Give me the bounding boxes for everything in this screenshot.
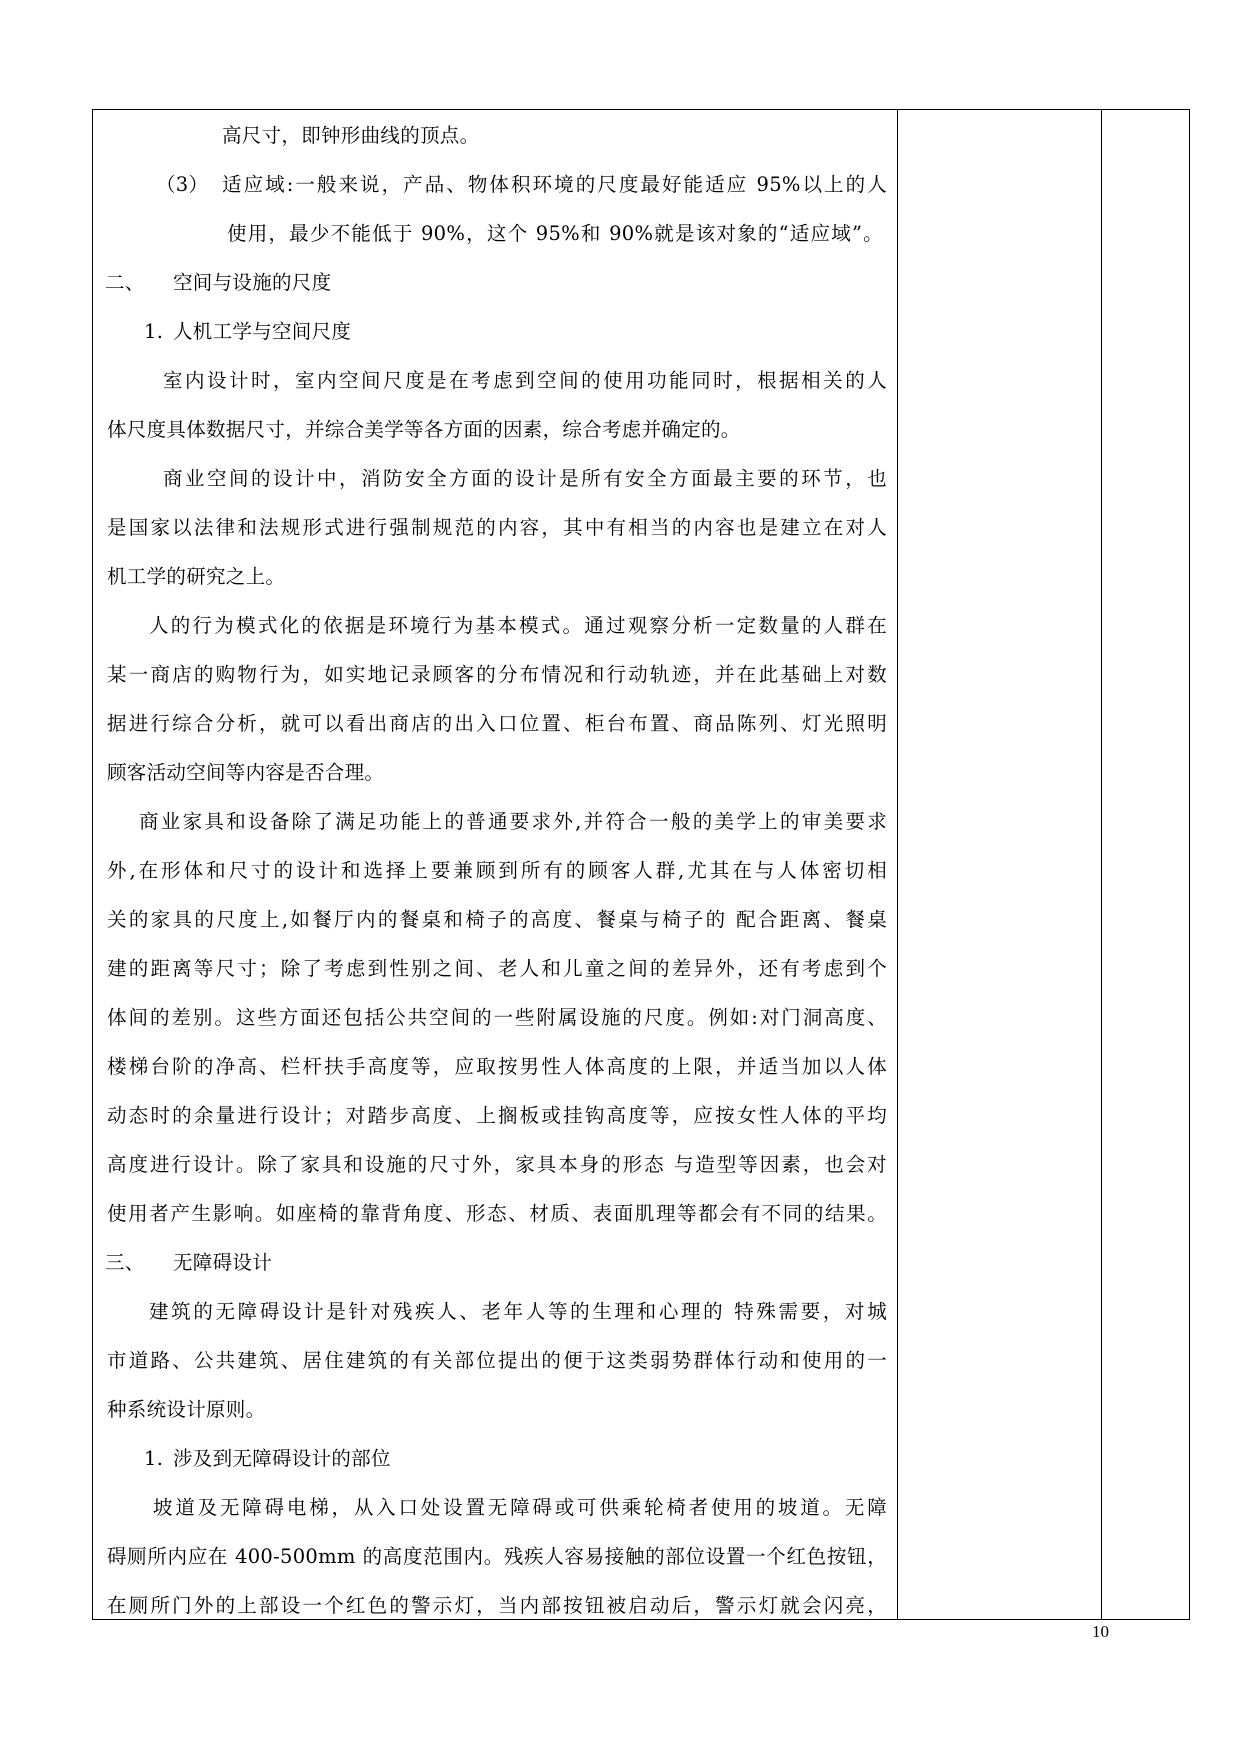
section-number: 二、 — [105, 271, 145, 294]
text-line: 关的家具的尺度上,如餐厅内的餐桌和椅子的高度、餐桌与椅子的 配合距离、餐桌 — [107, 908, 887, 931]
text-line: 体间的差别。这些方面还包括公共空间的一些附属设施的尺度。例如:对门洞高度、 — [107, 1006, 887, 1029]
text-line: 在厕所门外的上部设一个红色的警示灯，当内部按钮被启动后，警示灯就会闪亮， — [107, 1594, 887, 1617]
text-line: 使用，最少不能低于 90%，这个 95%和 90%就是该对象的“适应域”。 — [227, 222, 883, 245]
column-divider-2 — [1101, 110, 1102, 1619]
text-line: 市道路、公共建筑、居住建筑的有关部位提出的便于这类弱势群体行动和使用的一 — [107, 1349, 887, 1372]
list-marker: 1. — [144, 1447, 164, 1470]
main-text-cell — [93, 110, 897, 1619]
section-heading: 空间与设施的尺度 — [173, 271, 332, 294]
text-line: 外,在形体和尺寸的设计和选择上要兼顾到所有的顾客人群,尤其在与人体密切相 — [107, 859, 887, 882]
text-line: 适应域:一般来说，产品、物体积环境的尺度最好能适应 95%以上的人 — [222, 173, 887, 196]
text-line: 种系统设计原则。 — [107, 1398, 266, 1421]
column-divider-1 — [897, 110, 898, 1619]
text-line: 坡道及无障碍电梯，从入口处设置无障碍或可供乘轮椅者使用的坡道。无障 — [153, 1496, 887, 1519]
text-line: 建筑的无障碍设计是针对残疾人、老年人等的生理和心理的 特殊需要，对城 — [149, 1300, 887, 1323]
text-line: 高度进行设计。除了家具和设施的尺寸外，家具本身的形态 与造型等因素，也会对 — [107, 1153, 887, 1176]
page-number: 10 — [1092, 1622, 1109, 1641]
text-line: 使用者产生影响。如座椅的靠背角度、形态、材质、表面肌理等都会有不同的结果。 — [107, 1202, 887, 1225]
section-heading: 无障碍设计 — [173, 1251, 273, 1274]
subsection-heading: 涉及到无障碍设计的部位 — [173, 1447, 391, 1470]
subsection-heading: 人机工学与空间尺度 — [173, 320, 352, 343]
list-marker: 1. — [144, 320, 164, 343]
text-line: 商业家具和设备除了满足功能上的普通要求外,并符合一般的美学上的审美要求 — [139, 810, 887, 833]
text-line: 机工学的研究之上。 — [107, 565, 286, 588]
text-line: 商业空间的设计中，消防安全方面的设计是所有安全方面最主要的环节，也 — [163, 467, 887, 490]
text-line: 是国家以法律和法规形式进行强制规范的内容，其中有相当的内容也是建立在对人 — [107, 516, 887, 539]
text-line: 顾客活动空间等内容是否合理。 — [107, 761, 385, 784]
text-line: 楼梯台阶的净高、栏杆扶手高度等，应取按男性人体高度的上限，并适当加以人体 — [107, 1055, 887, 1078]
text-line: 建的距离等尺寸；除了考虑到性别之间、老人和儿童之间的差异外，还有考虑到个 — [107, 957, 887, 980]
text-line: 体尺度具体数据尺寸，并综合美学等各方面的因素，综合考虑并确定的。 — [107, 418, 741, 441]
content-table — [92, 109, 1190, 1620]
text-line: 碍厕所内应在 400-500mm 的高度范围内。残疾人容易接触的部位设置一个红色按钮， — [107, 1545, 887, 1568]
section-number: 三、 — [105, 1251, 145, 1274]
text-line: 高尺寸，即钟形曲线的顶点。 — [222, 124, 480, 147]
list-marker: （3） — [156, 173, 209, 196]
text-line: 据进行综合分析，就可以看出商店的出入口位置、柜台布置、商品陈列、灯光照明 — [107, 712, 887, 735]
text-line: 人的行为模式化的依据是环境行为基本模式。通过观察分析一定数量的人群在 — [149, 614, 887, 637]
text-line: 动态时的余量进行设计；对踏步高度、上搁板或挂钩高度等，应按女性人体的平均 — [107, 1104, 887, 1127]
text-line: 某一商店的购物行为，如实地记录顾客的分布情况和行动轨迹，并在此基础上对数 — [107, 663, 887, 686]
text-line: 室内设计时，室内空间尺度是在考虑到空间的使用功能同时，根据相关的人 — [163, 369, 887, 392]
